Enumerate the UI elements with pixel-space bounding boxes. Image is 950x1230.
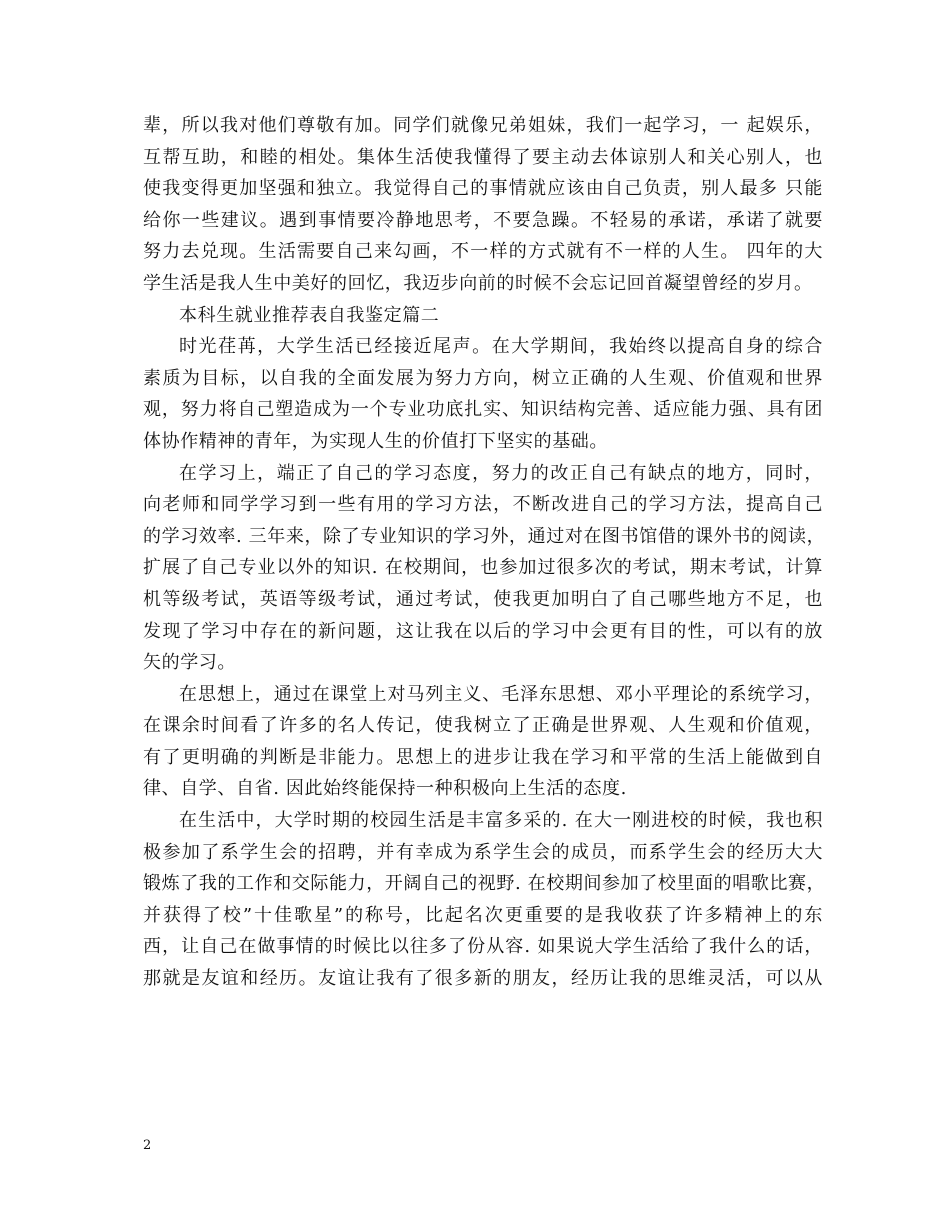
- text-line: 有了更明确的判断是非能力。思想上的进步让我在学习和平常的生活上能做到自: [143, 746, 823, 768]
- text-line: 机等级考试，英语等级考试，通过考试，使我更加明白了自己哪些地方不足，也: [143, 588, 823, 610]
- text-line: 素质为目标，以自我的全面发展为努力方向，树立正确的人生观、价值观和世界: [143, 367, 823, 389]
- text-line: 辈，所以我对他们尊敬有加。同学们就像兄弟姐妹，我们一起学习，一 起娱乐，: [143, 115, 823, 136]
- text-line: 发现了学习中存在的新问题，这让我在以后的学习中会更有目的性，可以有的放: [143, 620, 823, 642]
- text-line: 律、自学、自省. 因此始终能保持一种积极向上生活的态度.: [143, 778, 627, 800]
- text-line: 努力去兑现。生活需要自己来勾画，不一样的方式就有不一样的人生。 四年的大: [143, 241, 823, 263]
- page-number: 2: [143, 1138, 152, 1153]
- text-line: 那就是友谊和经历。友谊让我有了很多新的朋友，经历让我的思维灵活，可以从: [143, 968, 823, 990]
- text-line: 时光荏苒，大学生活已经接近尾声。在大学期间，我始终以提高自身的综合: [179, 336, 823, 358]
- text-line: 使我变得更加坚强和独立。我觉得自己的事情就应该由自己负责，别人最多 只能: [143, 178, 823, 200]
- text-line: 扩展了自己专业以外的知识. 在校期间，也参加过很多次的考试，期末考试，计算: [143, 557, 823, 579]
- text-line: 的学习效率. 三年来，除了专业知识的学习外，通过对在图书馆借的课外书的阅读，: [143, 525, 826, 547]
- text-line: 本科生就业推荐表自我鉴定篇二: [179, 304, 440, 326]
- text-line: 并获得了校”十佳歌星”的称号，比起名次更重要的是我收获了许多精神上的东: [143, 904, 823, 926]
- text-line: 观，努力将自己塑造成为一个专业功底扎实、知识结构完善、适应能力强、具有团: [143, 399, 823, 421]
- body-text: [143, 110, 826, 995]
- text-line: 极参加了系学生会的招聘，并有幸成为系学生会的成员，而系学生会的经历大大: [143, 841, 823, 863]
- text-line: 锻炼了我的工作和交际能力，开阔自己的视野. 在校期间参加了校里面的唱歌比赛，: [143, 873, 826, 895]
- text-line: 在学习上，端正了自己的学习态度，努力的改正自己有缺点的地方，同时，: [179, 462, 823, 484]
- text-line: 给你一些建议。遇到事情要冷静地思考，不要急躁。不轻易的承诺，承诺了就要: [143, 209, 823, 231]
- text-line: 向老师和同学学习到一些有用的学习方法，不断改进自己的学习方法，提高自己: [143, 494, 823, 516]
- text-line: 体协作精神的青年，为实现人生的价值打下坚实的基础。: [143, 430, 608, 452]
- text-line: 互帮互助，和睦的相处。集体生活使我懂得了要主动去体谅别人和关心别人，也: [143, 146, 823, 168]
- text-line: 在思想上，通过在课堂上对马列主义、毛泽东思想、邓小平理论的系统学习，: [179, 683, 823, 705]
- text-line: 矢的学习。: [143, 652, 236, 674]
- text-line: 在课余时间看了许多的名人传记，使我树立了正确是世界观、人生观和价值观，: [143, 715, 823, 737]
- text-line: 学生活是我人生中美好的回忆，我迈步向前的时候不会忘记回首凝望曾经的岁月。: [143, 272, 813, 294]
- text-line: 西，让自己在做事情的时候比以往多了份从容. 如果说大学生活给了我什么的话，: [143, 936, 823, 958]
- text-line: 在生活中，大学时期的校园生活是丰富多采的. 在大一刚进校的时候，我也积: [179, 810, 823, 832]
